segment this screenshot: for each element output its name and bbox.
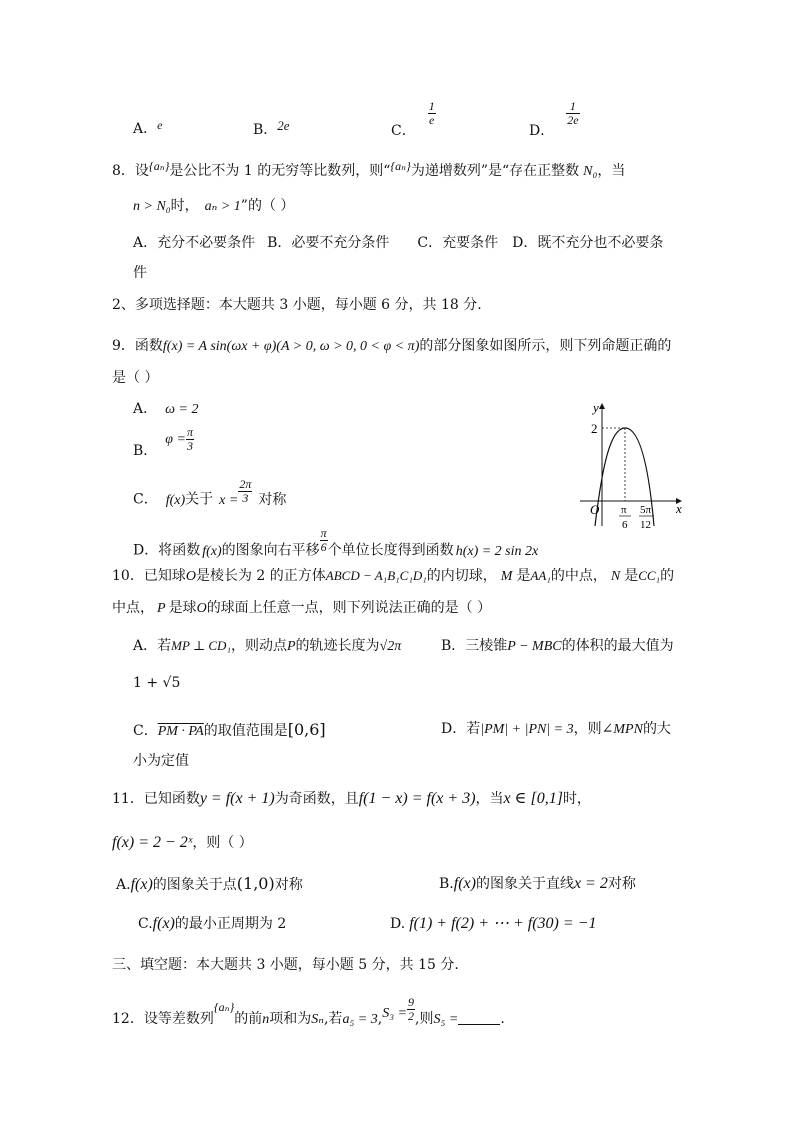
- q10-option-b-value: 1 + √5: [133, 675, 181, 691]
- x-tick-5pi12-den: 12: [640, 519, 651, 531]
- x-tick-5pi12-num: 5π: [640, 504, 652, 516]
- q9-option-c: C． f(x)关于 x = $\frac{2\pi}{3}$ 对称: [133, 477, 287, 508]
- q10-option-b: B．三棱锥P − MBC的体积的最大值为: [441, 638, 674, 654]
- q9-stem-line2: 是（ ）: [112, 370, 159, 386]
- q9-option-a: A． ω = 2: [133, 401, 199, 417]
- x-tick-pi6-num: π: [621, 504, 627, 516]
- q10-stem-line2: 中点， P 是球O的球面上任意一点，则下列说法正确的是（ ）: [112, 600, 492, 616]
- q12-answer-blank[interactable]: [458, 1012, 500, 1025]
- q10-option-a: A．若MP ⊥ CD₁，则动点P的轨迹长度为√2π: [133, 638, 402, 654]
- q9-option-b: B．φ = $\frac{\pi}{3}$: [133, 425, 194, 460]
- q9-sine-graph: [576, 398, 688, 532]
- q7-option-a: A．e: [133, 118, 163, 137]
- y-tick-2: 2: [591, 421, 598, 436]
- section-2-header: 2、多项选择题：本大题共 3 小题，每小题 6 分，共 18 分.: [112, 297, 482, 313]
- x-tick-pi6-den: 6: [622, 519, 628, 531]
- y-axis-label: y: [593, 400, 599, 415]
- q7-option-d: D． $\frac{1}{2e}$: [529, 99, 579, 140]
- q11-option-b: B.f(x)的图象关于直线x = 2对称: [439, 875, 636, 892]
- q8-stem-line2: n > N₀时， aₙ > 1”的（ ）: [133, 198, 295, 214]
- q8-option-d-continued: 件: [133, 265, 147, 281]
- q10-option-c: C．PM · PA的取值范围是[0,6]: [133, 720, 326, 739]
- q10-stem-line1: 10．已知球O是棱长为 2 的正方体ABCD − A₁B₁C₁D₁的内切球， M 是AA₁的中点， N 是CC₁的: [112, 568, 675, 584]
- section-3-header: 三、填空题：本大题共 3 小题，每小题 5 分，共 15 分.: [112, 957, 459, 973]
- q7-option-c: C． $\frac{1}{e}$: [391, 99, 435, 140]
- x-axis-label: x: [676, 501, 682, 516]
- q9-option-d: D．将函数 f(x)的图象向右平移 $\frac{\pi}{6}$ 个单位长度得到函数 h(x) = 2 sin 2x: [133, 526, 539, 559]
- q11-stem-line2: f(x) = 2 − 2ˣ，则（ ）: [112, 834, 253, 851]
- q8-stem-line1: 8．设{aₙ}是公比不为 1 的无穷等比数列，则“{aₙ}为递增数列”是“存在正整数 N₀，当: [112, 159, 626, 179]
- q12-stem: 12．设等差数列{aₙ}的前n项和为Sₙ,若a₅ = 3,S₃ = $\frac{9}{2}$ ,则S₅ = .: [112, 995, 505, 1028]
- q11-option-d: D. f(1) + f(2) + ⋯ + f(30) = −1: [390, 915, 597, 932]
- q10-option-d: D．若|PM| + |PN| = 3，则∠MPN的大: [441, 721, 671, 737]
- q9-stem-line1: 9．函数f(x) = A sin(ωx + φ)(A > 0, ω > 0, 0 < φ < π)的部分图象如图所示，则下列命题正确的: [112, 338, 672, 354]
- q10-option-d-continued: 小为定值: [133, 753, 189, 769]
- origin-label: O: [590, 502, 600, 517]
- q7-option-b: B．2e: [253, 118, 290, 138]
- q11-option-a: A.f(x)的图象关于点(1,0)对称: [116, 874, 303, 893]
- q11-option-c: C.f(x)的最小正周期为 2: [138, 915, 287, 932]
- q11-stem-line1: 11．已知函数y = f(x + 1)为奇函数，且f(1 − x) = f(x + 3)，当x ∈ [0,1]时，: [112, 790, 591, 807]
- q8-options: A．充分不必要条件 B．必要不充分条件 C．充要条件 D．既不充分也不必要条: [133, 235, 664, 251]
